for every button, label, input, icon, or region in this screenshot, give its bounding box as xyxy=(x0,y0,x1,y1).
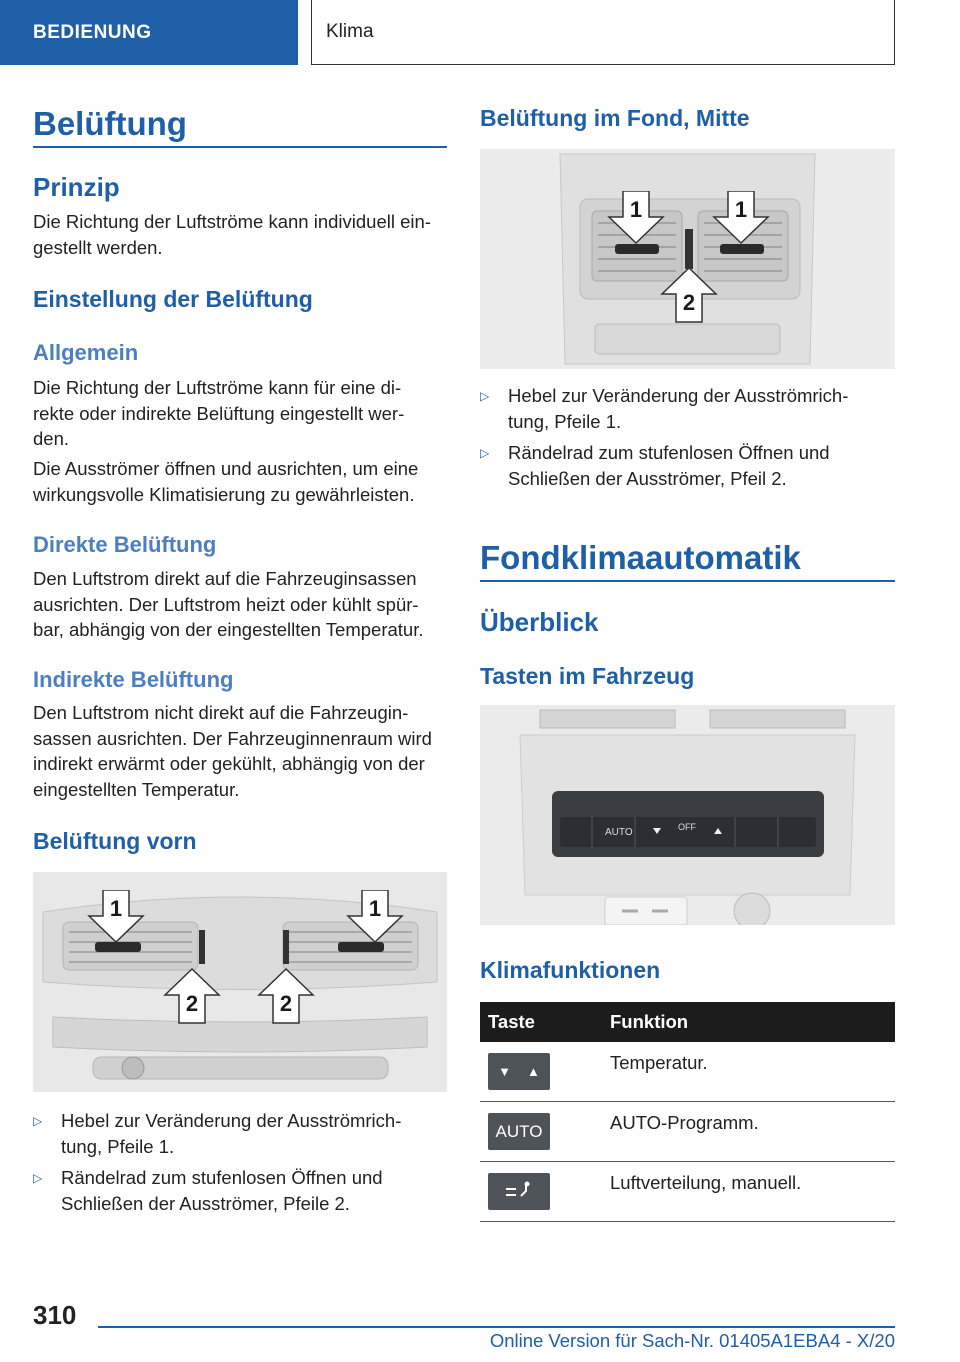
direkt-text: Den Luftstrom direkt auf die Fahrzeuginsassen ausrichten. Der Luftstrom heizt oder kühlt spür- bar, abhängig von der eingestellten Temperatur. xyxy=(33,568,424,640)
arrow-label: 1 xyxy=(368,896,382,921)
vorn-bullet-list xyxy=(33,1108,447,1216)
table-header xyxy=(480,1002,895,1042)
arrow-label: 1 xyxy=(629,197,643,222)
prinzip-text: Die Richtung der Luftströme kann individuell ein- gestellt werden. xyxy=(33,211,431,258)
page-number: 310 xyxy=(33,1300,77,1330)
rear-vents-illustration xyxy=(480,149,895,369)
panel-off-label: OFF xyxy=(678,822,696,832)
heading-klimafunktionen: Klimafunktionen xyxy=(480,957,661,983)
arrow-callout xyxy=(660,266,718,329)
arrow-label: 2 xyxy=(185,991,199,1016)
heading-prinzip: Prinzip xyxy=(33,172,120,202)
arrow-callout xyxy=(346,890,404,949)
section-tab: BEDIENUNG xyxy=(0,0,298,65)
arrow-label: 1 xyxy=(734,197,748,222)
rear-panel-illustration xyxy=(480,705,895,925)
table-row xyxy=(480,1042,895,1102)
table-row xyxy=(480,1102,895,1162)
heading-allgemein: Allgemein xyxy=(33,340,139,365)
arrow-label: 1 xyxy=(109,896,123,921)
table-cell-function: Luftverteilung, manuell. xyxy=(610,1172,802,1193)
heading-ueberblick: Überblick xyxy=(480,607,599,637)
indirekt-text: Den Luftstrom nicht direkt auf die Fahrzeugin- sassen ausrichten. Der Fahrzeuginnenraum wird indirekt erwärmt oder gekühlt, abhängig von der eingestellten Temperatur. xyxy=(33,702,432,800)
triangle-bullet-icon: ▷ xyxy=(480,446,490,460)
triangle-bullet-icon: ▷ xyxy=(33,1114,43,1128)
title-rule xyxy=(33,146,447,148)
heading-indirekt: Indirekte Belüftung xyxy=(33,667,234,692)
arrow-callout xyxy=(607,191,665,250)
title-rule xyxy=(480,580,895,582)
footer-text: Online Version für Sach-Nr. 01405A1EBA4 - X/20 xyxy=(489,1330,895,1351)
list-item: ▷ Rändelrad zum stufenlosen Öffnen und Schließen der Ausströmer, Pfeile 2. xyxy=(33,1165,447,1216)
section-title-fondklima: Fondklimaautomatik xyxy=(480,539,801,576)
triangle-bullet-icon: ▷ xyxy=(33,1171,43,1185)
chapter-title: Klima xyxy=(311,0,895,65)
temperature-keys-icon: ▼ ▲ xyxy=(488,1053,550,1090)
table-header-taste: Taste xyxy=(488,1011,535,1032)
arrow-callout xyxy=(712,191,770,250)
rear-panel-figure xyxy=(480,705,895,925)
klima-table xyxy=(480,1002,895,1222)
heading-tasten: Tasten im Fahrzeug xyxy=(480,663,695,689)
front-vents-figure xyxy=(33,872,447,1092)
arrow-callout xyxy=(163,967,221,1030)
heading-einstellung: Einstellung der Belüftung xyxy=(33,286,313,312)
list-item: ▷ Hebel zur Veränderung der Ausströmrich- tung, Pfeile 1. xyxy=(33,1108,447,1159)
section-title: Belüftung xyxy=(33,105,187,142)
triangle-bullet-icon: ▷ xyxy=(480,389,490,403)
allgemein-text-1: Die Richtung der Luftströme kann für eine di- rekte oder indirekte Belüftung eingestellt wer- den. xyxy=(33,377,405,449)
list-item: ▷ Hebel zur Veränderung der Ausströmrich- tung, Pfeile 1. xyxy=(480,383,895,434)
table-cell-function: AUTO-Programm. xyxy=(610,1112,759,1133)
arrow-callout xyxy=(257,967,315,1030)
arrow-label: 2 xyxy=(279,991,293,1016)
table-row xyxy=(480,1162,895,1222)
allgemein-text-2: Die Ausströmer öffnen und ausrichten, um eine wirkungsvolle Klimatisierung zu gewährleisten. xyxy=(33,458,419,505)
heading-vorn: Belüftung vorn xyxy=(33,828,197,854)
air-distribution-icon xyxy=(488,1173,550,1210)
panel-auto-label: AUTO xyxy=(605,827,633,838)
heading-fond: Belüftung im Fond, Mitte xyxy=(480,105,750,131)
table-header-funktion: Funktion xyxy=(610,1011,689,1032)
fond-bullet-list xyxy=(480,383,895,491)
arrow-label: 2 xyxy=(682,290,696,315)
footer-rule xyxy=(98,1326,895,1328)
auto-key-icon: AUTO xyxy=(488,1113,550,1150)
arrow-callout xyxy=(87,890,145,949)
table-cell-function: Temperatur. xyxy=(610,1052,708,1073)
list-item: ▷ Rändelrad zum stufenlosen Öffnen und Schließen der Ausströmer, Pfeil 2. xyxy=(480,440,895,491)
rear-vents-figure xyxy=(480,149,895,369)
heading-direkt: Direkte Belüftung xyxy=(33,532,217,557)
